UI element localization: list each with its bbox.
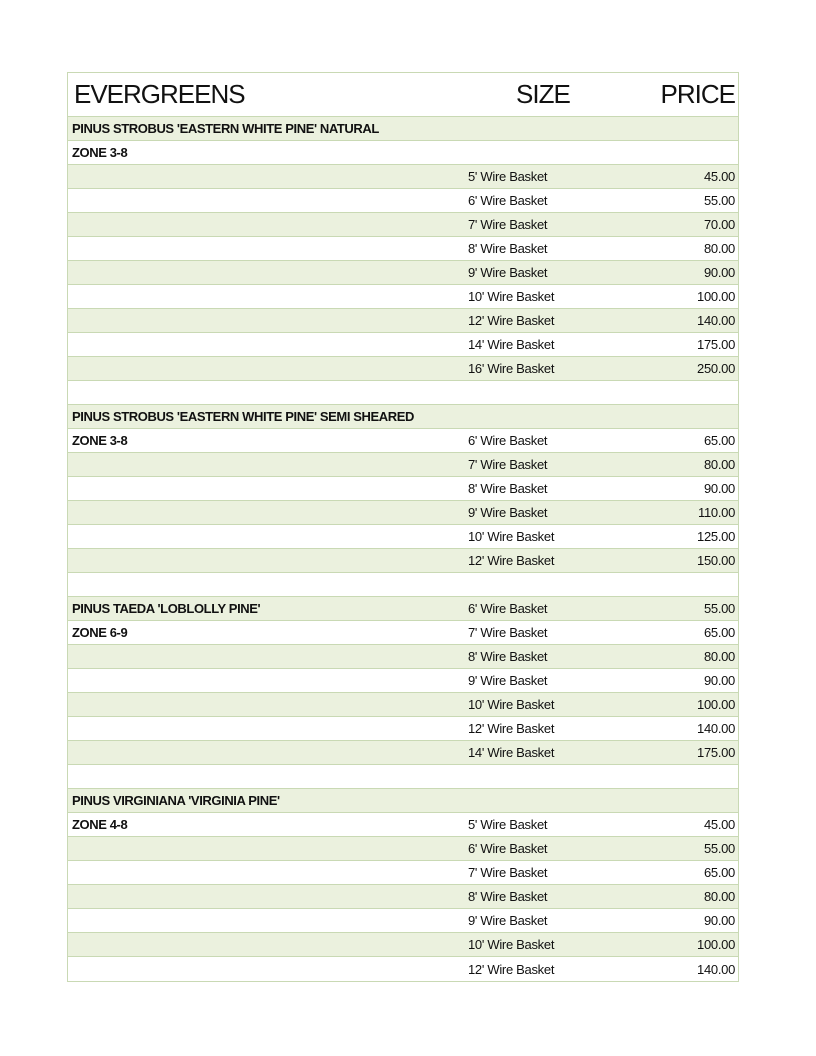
size-cell: 8' Wire Basket [468,481,548,496]
table-row [68,645,738,669]
table-row [68,405,738,429]
price-cell: 250.00 [697,361,735,376]
table-row [68,261,738,285]
table-row [68,525,738,549]
table-row [68,717,738,741]
table-row [68,933,738,957]
price-cell: 70.00 [703,217,735,232]
size-cell: 10' Wire Basket [468,529,555,544]
size-cell: 8' Wire Basket [468,889,548,904]
size-cell: 12' Wire Basket [468,313,555,328]
size-cell: 12' Wire Basket [468,961,555,977]
price-cell: 90.00 [703,265,735,280]
size-cell: 6' Wire Basket [468,841,548,856]
price-cell: 55.00 [703,193,735,208]
price-cell: 45.00 [703,169,735,184]
size-cell: 12' Wire Basket [468,721,555,736]
price-cell: 100.00 [697,289,735,304]
price-cell: 150.00 [697,553,735,568]
table-row [68,429,738,453]
size-cell: 7' Wire Basket [468,217,548,232]
price-cell: 45.00 [703,817,735,832]
table-row [68,789,738,813]
price-cell: 80.00 [703,457,735,472]
price-cell: 125.00 [697,529,735,544]
size-cell: 9' Wire Basket [468,913,548,928]
price-cell: 100.00 [697,937,735,952]
plant-name-cell: ZONE 3-8 [72,145,128,160]
table-row [68,813,738,837]
table-row [68,957,738,981]
size-cell: 10' Wire Basket [468,697,555,712]
table-row [68,189,738,213]
table-row [68,837,738,861]
price-cell: 90.00 [703,673,735,688]
size-cell: 5' Wire Basket [468,169,548,184]
table-row [68,909,738,933]
price-cell: 80.00 [703,649,735,664]
price-cell: 100.00 [697,697,735,712]
price-cell: 175.00 [697,337,735,352]
table-row [68,621,738,645]
header-size: SIZE [516,79,570,109]
table-row [68,765,738,789]
size-cell: 16' Wire Basket [468,361,555,376]
size-cell: 7' Wire Basket [468,625,548,640]
table-body [68,117,738,981]
header-category: EVERGREENS [74,79,245,109]
plant-name-cell: PINUS STROBUS 'EASTERN WHITE PINE' SEMI SHEARED [72,409,415,424]
size-cell: 8' Wire Basket [468,241,548,256]
plant-name-cell: PINUS STROBUS 'EASTERN WHITE PINE' NATURAL [72,121,379,136]
table-row [68,213,738,237]
plant-name-cell: ZONE 3-8 [72,433,128,448]
size-cell: 10' Wire Basket [468,937,555,952]
table-row [68,549,738,573]
size-cell: 5' Wire Basket [468,817,548,832]
price-cell: 140.00 [697,313,735,328]
price-cell: 80.00 [703,241,735,256]
price-cell: 65.00 [703,865,735,880]
table-row [68,357,738,381]
table-row [68,669,738,693]
size-cell: 6' Wire Basket [468,193,548,208]
size-cell: 10' Wire Basket [468,289,555,304]
table-row [68,597,738,621]
size-cell: 9' Wire Basket [468,265,548,280]
table-row [68,861,738,885]
table-row [68,885,738,909]
size-cell: 12' Wire Basket [468,553,555,568]
price-list-table [67,72,739,982]
size-cell: 6' Wire Basket [468,433,548,448]
header-price: PRICE [660,79,735,109]
price-cell: 80.00 [703,889,735,904]
table-row [68,165,738,189]
table-row [68,573,738,597]
table-row [68,381,738,405]
size-cell: 14' Wire Basket [468,745,555,760]
size-cell: 6' Wire Basket [468,601,548,616]
size-cell: 7' Wire Basket [468,865,548,880]
size-cell: 9' Wire Basket [468,505,548,520]
plant-name-cell: PINUS TAEDA 'LOBLOLLY PINE' [72,601,261,616]
table-row [68,501,738,525]
table-row [68,117,738,141]
price-cell: 110.00 [698,505,735,520]
plant-name-cell: ZONE 4-8 [72,817,128,832]
table-row [68,285,738,309]
table-row [68,453,738,477]
price-cell: 140.00 [697,961,735,977]
price-cell: 65.00 [703,433,735,448]
size-cell: 14' Wire Basket [468,337,555,352]
plant-name-cell: PINUS VIRGINIANA 'VIRGINIA PINE' [72,793,280,808]
table-row [68,237,738,261]
table-row [68,333,738,357]
price-cell: 65.00 [703,625,735,640]
price-cell: 175.00 [697,745,735,760]
table-row [68,309,738,333]
price-cell: 90.00 [703,913,735,928]
table-row [68,741,738,765]
price-cell: 55.00 [703,841,735,856]
table-row [68,477,738,501]
price-cell: 140.00 [697,721,735,736]
plant-name-cell: ZONE 6-9 [72,625,128,640]
table-row [68,141,738,165]
price-cell: 90.00 [703,481,735,496]
size-cell: 7' Wire Basket [468,457,548,472]
price-cell: 55.00 [703,601,735,616]
table-row [68,693,738,717]
size-cell: 9' Wire Basket [468,673,548,688]
table-header [68,73,738,117]
size-cell: 8' Wire Basket [468,649,548,664]
